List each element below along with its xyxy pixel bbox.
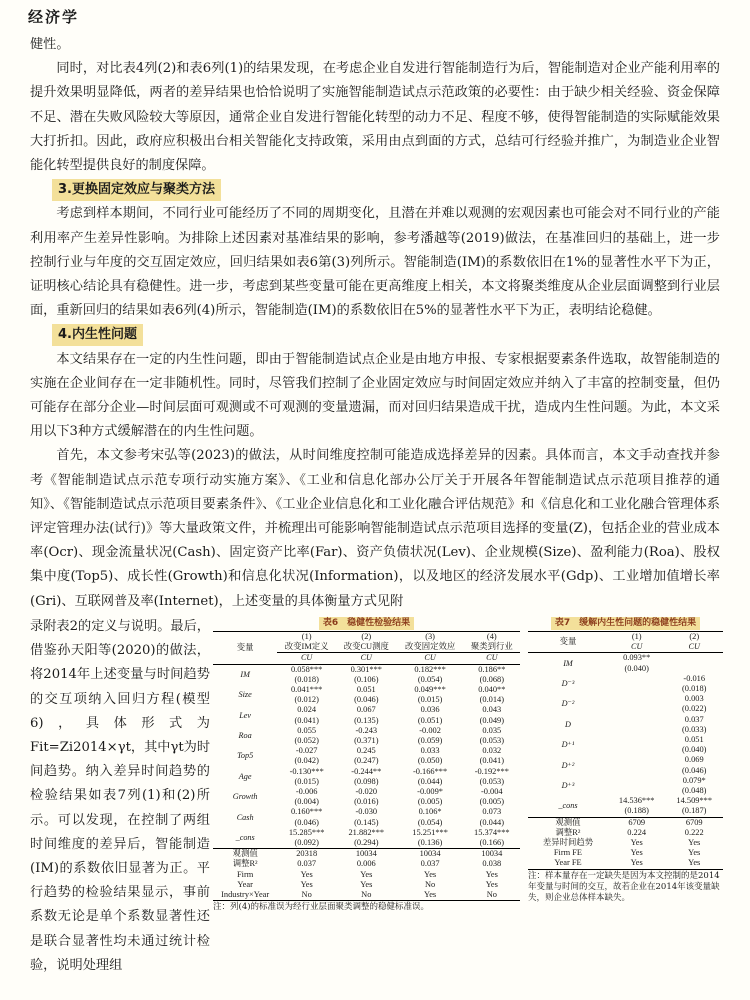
table6-stat-value: 10034 bbox=[464, 849, 520, 860]
table6-se-cell: (0.136) bbox=[417, 838, 443, 848]
table-6-caption: 表6 稳健性检验结果 bbox=[319, 617, 414, 630]
table6-coef-cell: 0.036 bbox=[420, 705, 440, 715]
table7-stat-label: Year FE bbox=[528, 858, 608, 869]
table6-col-heading: 改变固定效应 bbox=[397, 642, 464, 653]
table6-se-cell: (0.041) bbox=[479, 756, 505, 766]
table7-row-variable: D⁺³ bbox=[561, 780, 575, 790]
table6-stat-label: Industry×Year bbox=[213, 890, 277, 901]
table6-coef-cell: -0.244** bbox=[351, 766, 382, 776]
table6-coef-cell: 0.186** bbox=[464, 664, 520, 675]
table6-dep-var: CU bbox=[486, 653, 498, 663]
table6-stat-value: No bbox=[277, 890, 336, 901]
table7-stat-value: Yes bbox=[630, 838, 643, 848]
section-heading-3: 3.更换固定效应与聚类方法 bbox=[52, 179, 221, 201]
table7-row-variable: D bbox=[565, 719, 571, 729]
table6-col-number: (1) bbox=[277, 632, 336, 643]
table6-stat-value: 0.037 bbox=[420, 859, 440, 869]
table7-se-cell bbox=[608, 745, 666, 755]
section-heading-4: 4.内生性问题 bbox=[52, 324, 143, 346]
table6-coef-cell: -0.166*** bbox=[412, 766, 448, 776]
table6-se-cell: (0.294) bbox=[354, 838, 379, 848]
table7-se-cell: (0.040) bbox=[624, 663, 649, 673]
table7-stat-value: Yes bbox=[688, 838, 701, 848]
table6-stat-value: No bbox=[424, 879, 436, 889]
table-6-grid bbox=[213, 631, 520, 901]
table7-col-number: (2) bbox=[665, 632, 723, 643]
table6-col-number: (4) bbox=[464, 632, 520, 643]
table7-row-variable: IM bbox=[528, 653, 608, 674]
table7-coef-cell bbox=[665, 653, 723, 664]
table6-se-cell: (0.012) bbox=[294, 695, 319, 705]
table6-stat-value: 0.037 bbox=[297, 859, 317, 869]
table6-se-cell: (0.145) bbox=[354, 817, 379, 827]
table6-coef-cell: 0.160*** bbox=[290, 807, 323, 817]
table-7-note: 注：样本量存在一定缺失是因为本文控制的是2014年变量与时间的交互，故若企业在2014年该变量缺失，则企业总体样本缺失。 bbox=[528, 870, 720, 903]
table6-row-variable: IM bbox=[213, 664, 277, 685]
table6-se-cell: (0.098) bbox=[354, 776, 379, 786]
table6-coef-cell: 0.049*** bbox=[414, 685, 446, 695]
table7-dep-var: CU bbox=[631, 642, 643, 652]
table6-coef-cell: 21.882*** bbox=[348, 827, 385, 837]
table6-se-cell: (0.051) bbox=[417, 715, 443, 725]
table6-se-cell: (0.247) bbox=[354, 756, 379, 766]
table6-stat-value: Yes bbox=[485, 879, 498, 889]
table6-coef-cell: -0.130*** bbox=[289, 766, 324, 776]
table6-col-heading: 改变CU测度 bbox=[336, 642, 397, 653]
table7-coef-cell bbox=[608, 674, 666, 684]
table6-col-heading: 聚类到行业 bbox=[464, 642, 520, 653]
table7-col-number: (1) bbox=[608, 632, 666, 643]
table6-stat-value: 0.038 bbox=[482, 859, 502, 869]
table6-row-variable: Roa bbox=[238, 730, 252, 740]
table6-stat-value: 10034 bbox=[397, 849, 464, 860]
table6-row-variable: Size bbox=[238, 690, 252, 700]
table6-stat-value: Yes bbox=[360, 879, 373, 889]
table6-coef-cell: 0.058*** bbox=[277, 664, 336, 675]
main-text-top bbox=[30, 33, 720, 614]
table7-stat-value: Yes bbox=[688, 848, 701, 858]
table7-coef-cell: 0.079* bbox=[682, 775, 706, 785]
table6-var-header: 变量 bbox=[213, 632, 277, 665]
table6-coef-cell: 0.043 bbox=[482, 705, 502, 715]
table7-coef-cell bbox=[608, 715, 666, 725]
table6-stat-label: Year bbox=[237, 879, 253, 889]
table6-dep-var: CU bbox=[424, 653, 436, 663]
table6-se-cell: (0.004) bbox=[294, 797, 319, 807]
table6-se-cell: (0.050) bbox=[417, 756, 443, 766]
table7-coef-cell: 0.037 bbox=[684, 714, 704, 724]
table6-stat-value: Yes bbox=[300, 879, 313, 889]
table6-stat-value: 0.006 bbox=[356, 859, 376, 869]
table6-se-cell: (0.068) bbox=[479, 674, 505, 684]
table6-stat-label: Firm bbox=[237, 869, 254, 879]
table6-coef-cell: 0.041*** bbox=[290, 685, 323, 695]
table6-stat-value: 20318 bbox=[277, 849, 336, 860]
table6-coef-cell: 0.106* bbox=[418, 807, 442, 817]
table7-row-variable: D⁻² bbox=[561, 699, 575, 709]
table6-coef-cell: -0.009* bbox=[417, 787, 443, 797]
table7-stat-value: 0.224 bbox=[627, 827, 647, 837]
table6-coef-cell: -0.192*** bbox=[474, 766, 509, 776]
table7-stat-value: Yes bbox=[630, 848, 643, 858]
table6-coef-cell: 0.301*** bbox=[336, 664, 397, 675]
table6-coef-cell: 0.032 bbox=[482, 746, 502, 756]
table6-se-cell: (0.049) bbox=[479, 715, 505, 725]
table7-coef-cell bbox=[608, 755, 666, 765]
table7-se-cell bbox=[608, 704, 666, 714]
table7-se-cell: (0.018) bbox=[682, 684, 707, 694]
table6-row-variable: Age bbox=[238, 771, 252, 781]
table6-dep-var: CU bbox=[300, 653, 313, 663]
table6-row-variable: Cash bbox=[236, 812, 254, 822]
table6-se-cell: (0.135) bbox=[354, 715, 379, 725]
table6-coef-cell: 0.245 bbox=[356, 746, 376, 756]
table7-row-variable: _cons bbox=[558, 801, 578, 811]
table6-stat-value: 10034 bbox=[336, 849, 397, 860]
table7-coef-cell: -0.016 bbox=[683, 673, 706, 683]
table6-stat-value: Yes bbox=[485, 869, 498, 879]
table6-row-variable: Growth bbox=[232, 792, 258, 802]
table6-stat-value: Yes bbox=[423, 869, 437, 879]
table6-se-cell: (0.059) bbox=[417, 736, 443, 746]
table7-stat-value: 6709 bbox=[665, 817, 723, 828]
table7-stat-label: Firm FE bbox=[553, 848, 583, 858]
table6-se-cell: (0.005) bbox=[479, 797, 505, 807]
table6-coef-cell: 0.040** bbox=[478, 685, 506, 695]
table6-col-heading: 改变IM定义 bbox=[277, 642, 336, 653]
table-7-caption: 表7 缓解内生性问题的稳健性结果 bbox=[551, 617, 700, 630]
table7-dep-var: CU bbox=[688, 642, 700, 652]
table7-stat-value: 6709 bbox=[608, 817, 666, 828]
table6-se-cell: (0.005) bbox=[417, 797, 443, 807]
table6-row-variable: Top5 bbox=[237, 751, 254, 761]
table6-coef-cell: 0.024 bbox=[297, 705, 317, 715]
paragraph-3: 本文结果存在一定的内生性问题，即由于智能制造试点企业是由地方申报、专家根据要素条件选取，故智能制造的实施在企业间存在一定非随机性。同时，尽管我们控制了企业固定效应与时间固定效应并纳入了丰富的控制变量，但仍可能存在部分企业—时间层面可观测或不可观测的变量遗漏，而对回归结果造成干扰，造成内生性问题。为此，本文采用以下3种方式缓解潜在的内生性问题。 bbox=[30, 351, 720, 440]
table7-coef-cell: 14.536*** bbox=[618, 796, 655, 806]
table7-stat-label: 差异时间趋势 bbox=[542, 838, 594, 848]
table6-se-cell: (0.018) bbox=[294, 674, 319, 684]
table7-row-variable: D⁻³ bbox=[561, 678, 575, 688]
table6-row-variable: _cons bbox=[235, 832, 255, 842]
paragraph-5: 录附表2的定义与说明。最后，借鉴孙天阳等(2020)的做法，将2014年上述变量与时间趋势的交互项纳入回归方程(模型6)，具体形式为 Fit=Zi2014×γt，其中γt为时间趋势。纳入差异时间趋势的检验结果如表7列(1)和(2)所示。可以发现，在控制了两组时间维度的差异后，智能制造(IM)的系数依旧显著为正。平行趋势的检验结果显示，事前系数无论是单个系数显著性还是联合显著性均未通过统计检验，说明处理组 bbox=[30, 619, 211, 973]
table6-stat-value: Yes bbox=[397, 890, 464, 901]
table6-coef-cell: 15.251*** bbox=[412, 827, 448, 837]
table7-row-variable: D⁺² bbox=[561, 760, 575, 770]
table6-se-cell: (0.053) bbox=[479, 736, 505, 746]
table7-coef-cell bbox=[608, 776, 666, 786]
table7-coef-cell bbox=[608, 694, 666, 704]
table6-coef-cell: -0.020 bbox=[355, 787, 378, 797]
table6-se-cell: (0.015) bbox=[294, 776, 319, 786]
table7-var-header: 变量 bbox=[528, 632, 608, 653]
table7-se-cell bbox=[608, 786, 666, 796]
table6-col-number: (3) bbox=[397, 632, 464, 643]
table6-se-cell: (0.092) bbox=[294, 838, 319, 848]
narrow-text-column bbox=[30, 615, 210, 978]
table7-se-cell bbox=[608, 725, 666, 735]
table6-coef-cell: -0.006 bbox=[295, 787, 318, 797]
table6-stat-label: 观测值 bbox=[213, 849, 277, 860]
table7-se-cell: (0.022) bbox=[682, 704, 707, 714]
table6-coef-cell: 0.055 bbox=[297, 725, 317, 735]
table6-se-cell: (0.015) bbox=[417, 695, 443, 705]
journal-header: 经济学 bbox=[28, 8, 80, 26]
table7-coef-cell: 0.093** bbox=[608, 653, 666, 664]
table6-coef-cell: 0.035 bbox=[482, 725, 502, 735]
table6-se-cell: (0.052) bbox=[294, 736, 319, 746]
table7-stat-label: 观测值 bbox=[528, 817, 608, 828]
table6-dep-var: CU bbox=[360, 653, 372, 663]
table7-se-cell bbox=[608, 684, 666, 694]
table-6 bbox=[213, 617, 520, 913]
table6-coef-cell: -0.002 bbox=[419, 725, 441, 735]
table6-se-cell: (0.054) bbox=[417, 674, 443, 684]
table6-se-cell: (0.042) bbox=[294, 756, 319, 766]
table7-se-cell bbox=[665, 664, 723, 674]
table6-se-cell: (0.166) bbox=[479, 838, 505, 848]
table-7-grid bbox=[528, 631, 723, 870]
table6-se-cell: (0.053) bbox=[479, 776, 505, 786]
table6-coef-cell: 15.285*** bbox=[288, 827, 325, 837]
table7-se-cell: (0.048) bbox=[682, 786, 707, 796]
table7-coef-cell: 14.509*** bbox=[676, 796, 713, 806]
table7-coef-cell: 0.069 bbox=[684, 755, 704, 765]
table-6-note: 注：列(4)的标准误为经行业层面聚类调整的稳健标准误。 bbox=[213, 902, 430, 913]
table7-coef-cell: 0.003 bbox=[684, 694, 704, 704]
table6-coef-cell: -0.027 bbox=[295, 746, 318, 756]
table7-se-cell bbox=[608, 766, 666, 776]
table6-coef-cell: 0.073 bbox=[482, 807, 502, 817]
table6-coef-cell: -0.004 bbox=[480, 787, 503, 797]
table-7 bbox=[528, 617, 723, 904]
table6-coef-cell: 0.182*** bbox=[397, 664, 464, 675]
table7-stat-value: 0.222 bbox=[684, 827, 704, 837]
table7-se-cell: (0.033) bbox=[682, 724, 707, 734]
table6-coef-cell: 0.033 bbox=[420, 746, 440, 756]
table6-stat-value: No bbox=[464, 890, 520, 901]
table6-se-cell: (0.016) bbox=[354, 797, 379, 807]
table6-se-cell: (0.014) bbox=[479, 695, 505, 705]
paragraph-4: 首先，本文参考宋弘等(2023)的做法，从时间维度控制可能造成选择差异的因素。具体而言，本文手动查找并参考《智能制造试点示范专项行动实施方案》、《工业和信息化部办公厅关于开展各年智能制造试点示范项目推荐的通知》、《智能制造试点示范项目要素条件》、《工业企业信息化和工业化融合评估规范》和《信息化和工业化融合管理体系评定管理办法(试行)》等大量政策文件，并梳理出可能影响智能制造试点示范项目选择的变量(Z)，包括企业的营业成本率(Ocr)、现金流量状况(Cash)、固定资产比率(Far)、资产负债状况(Lev)、企业规模(Size)、盈利能力(Roa)、股权集中度(Top5)、成长性(Growth)和信息化状况(Information)，以及地区的经济发展水平(Gdp)、工业增加值增长率(Gri)、互联网普及率(Internet)，上述变量的具体衡量方式见附 bbox=[30, 448, 720, 609]
table7-stat-value: Yes bbox=[665, 858, 723, 869]
table6-coef-cell: -0.030 bbox=[355, 807, 378, 817]
table6-se-cell: (0.044) bbox=[417, 776, 443, 786]
table6-row-variable: Lev bbox=[239, 710, 252, 720]
table6-coef-cell: 0.067 bbox=[356, 705, 376, 715]
table6-coef-cell: 15.374*** bbox=[474, 827, 510, 837]
table6-coef-cell: -0.243 bbox=[355, 725, 378, 735]
paragraph-2: 考虑到样本期间，不同行业可能经历了不同的周期变化，且潜在并难以观测的宏观因素也可能会对不同行业的产能利用率产生差异性影响。为排除上述因素对基准结果的影响，参考潘越等(2019)做法，在基准回归的基础上，进一步控制行业与年度的交互固定效应，回归结果如表6第(3)列所示。智能制造(IM)的系数依旧在1%的显著性水平下为正，证明核心结论具有稳健性。进一步，考虑到某些变量可能在更高维度上相关，本文将聚类维度从企业层面调整到行业层面，重新回归的结果如表6列(4)所示，智能制造(IM)的系数依旧在5%的显著性水平下为正，表明结论稳健。 bbox=[30, 206, 720, 319]
table6-se-cell: (0.046) bbox=[294, 817, 319, 827]
table6-stat-value: Yes bbox=[300, 869, 313, 879]
table6-se-cell: (0.046) bbox=[354, 695, 379, 705]
table6-col-number: (2) bbox=[336, 632, 397, 643]
table6-stat-label: 调整R² bbox=[232, 859, 258, 869]
paragraph-1: 同时，对比表4列(2)和表6列(1)的结果发现，在考虑企业自发进行智能制造行为后，智能制造对企业产能利用率的提升效果明显降低，两者的差异结果也恰恰说明了实施智能制造试点示范政策的必要性：由于缺少相关经验、资金保障不足、潜在失败风险较大等原因，通常企业自发进行智能化转型的动力不足、程度不够，使得智能制造的实际赋能效果大打折扣。因此，政府应积极出台相关智能化支持政策，采用由点到面的方式，总结可行经验并推广，为制造业企业智能化转型提供良好的制度保障。 bbox=[30, 61, 720, 174]
table7-stat-value: Yes bbox=[608, 858, 666, 869]
table7-se-cell: (0.040) bbox=[682, 745, 707, 755]
table7-coef-cell bbox=[608, 735, 666, 745]
table6-se-cell: (0.054) bbox=[417, 817, 443, 827]
table6-stat-value: No bbox=[336, 890, 397, 901]
table6-se-cell: (0.044) bbox=[479, 817, 505, 827]
table6-stat-value: Yes bbox=[360, 869, 373, 879]
table7-se-cell: (0.046) bbox=[682, 765, 707, 775]
paragraph-0: 健性。 bbox=[30, 37, 70, 52]
table6-se-cell: (0.041) bbox=[294, 715, 319, 725]
table7-se-cell: (0.187) bbox=[682, 806, 707, 816]
table7-se-cell: (0.188) bbox=[624, 806, 649, 816]
table6-se-cell: (0.106) bbox=[354, 674, 379, 684]
table6-coef-cell: 0.051 bbox=[356, 685, 376, 695]
table7-stat-label: 调整R² bbox=[555, 827, 581, 837]
table7-row-variable: D⁺¹ bbox=[561, 740, 575, 750]
table6-se-cell: (0.371) bbox=[354, 736, 379, 746]
table7-coef-cell: 0.051 bbox=[684, 735, 704, 745]
